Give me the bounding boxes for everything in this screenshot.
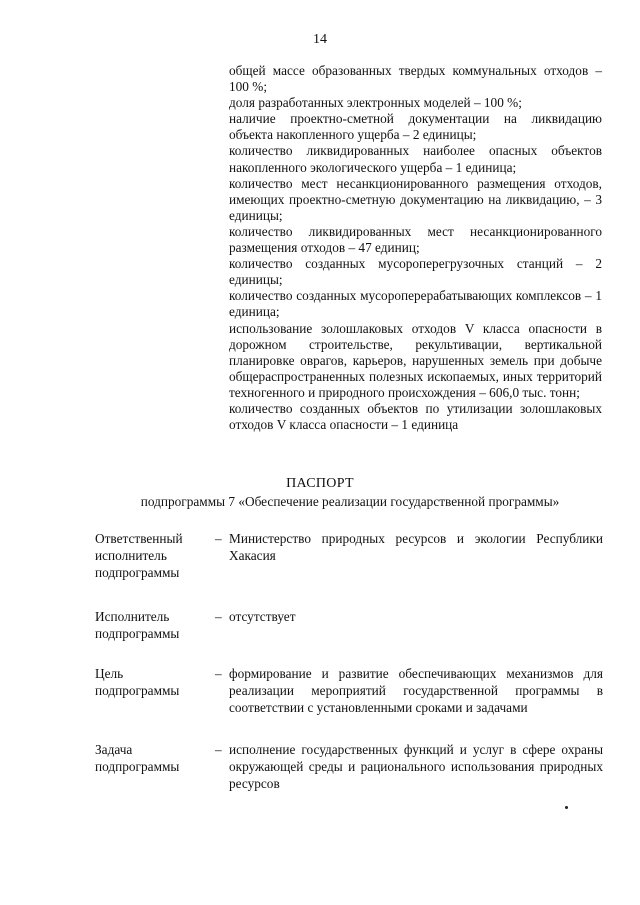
- indicator-item: количество созданных мусороперерабатывающих комплексов – 1 единица;: [229, 288, 602, 320]
- row-value: отсутствует: [229, 609, 296, 624]
- row-dash: –: [215, 531, 222, 546]
- row-value: формирование и развитие обеспечивающих механизмов для реализации мероприятий государственной программы в соответствии с установленными сроками и задачами: [229, 666, 603, 715]
- indicator-item: использование золошлаковых отходов V класса опасности в дорожном строительстве, рекультивации, вертикальной планировке оврагов, карьеров, нарушенных земель при добыче общераспространенных полезных ископаемых, иных территорий техногенного и природного происхождения – 606,0 тыс. тонн;: [229, 320, 602, 400]
- scan-dot-mark: [565, 806, 568, 809]
- row-label: Ответственный исполнитель подпрограммы: [95, 531, 183, 580]
- row-dash: –: [215, 666, 222, 681]
- row-value: исполнение государственных функций и услуг в сфере охраны окружающей среды и рационального использования природных ресурсов: [229, 742, 603, 791]
- indicators-list: [229, 63, 602, 433]
- passport-title: ПАСПОРТ: [286, 476, 354, 491]
- row-dash: –: [215, 609, 222, 624]
- row-label: Исполнитель подпрограммы: [95, 609, 180, 641]
- indicator-item: количество мест несанкционированного размещения отходов, имеющих проектно-сметную документацию на ликвидацию, – 3 единицы;: [229, 175, 602, 223]
- indicator-item: общей массе образованных твердых коммунальных отходов – 100 %;: [229, 63, 602, 95]
- indicator-item: наличие проектно-сметной документации на ликвидацию объекта накопленного ущерба – 2 единицы;: [229, 111, 602, 143]
- indicator-item: доля разработанных электронных моделей – 100 %;: [229, 95, 522, 111]
- row-dash: –: [215, 742, 222, 757]
- indicator-item: количество созданных объектов по утилизации золошлаковых отходов V класса опасности – 1 единица: [229, 400, 602, 433]
- indicator-item: количество ликвидированных мест несанкционированного размещения отходов – 47 единиц;: [229, 223, 602, 256]
- passport-subtitle: подпрограммы 7 «Обеспечение реализации государственной программы»: [140, 494, 560, 509]
- row-label: Цель подпрограммы: [95, 666, 180, 698]
- row-label: Задача подпрограммы: [95, 742, 180, 774]
- indicator-item: количество ликвидированных наиболее опасных объектов накопленного экологического ущерба – 1 единица;: [229, 143, 602, 175]
- row-value: Министерство природных ресурсов и экологии Республики Хакасия: [229, 531, 603, 563]
- indicator-item: количество созданных мусороперегрузочных станций – 2 единицы;: [229, 256, 602, 288]
- page-number: 14: [313, 32, 327, 47]
